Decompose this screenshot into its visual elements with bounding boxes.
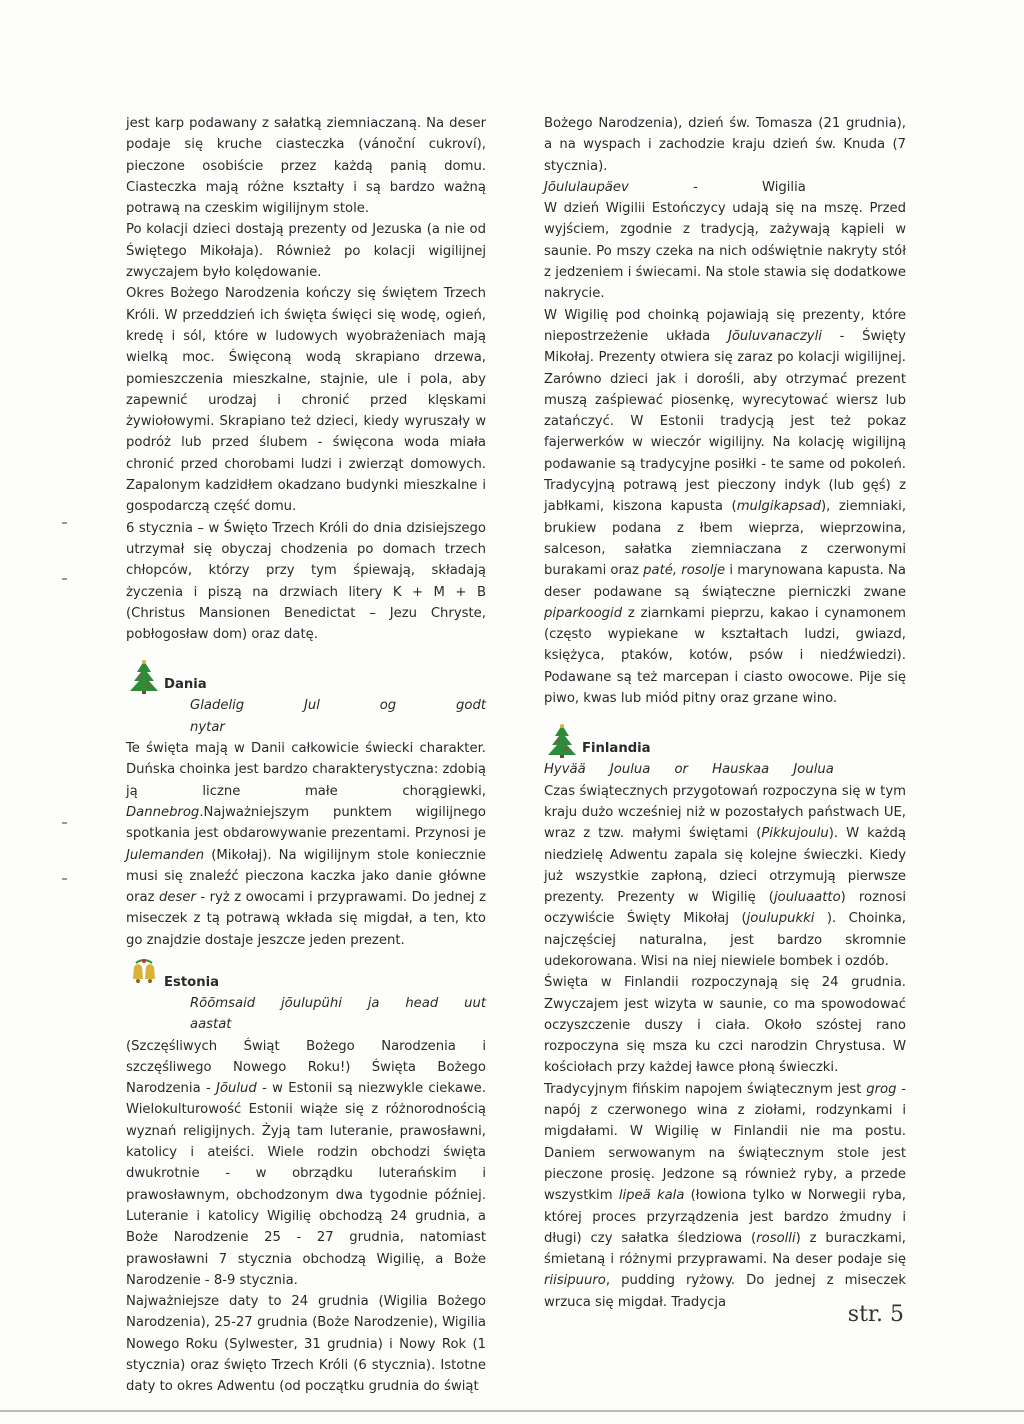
text: ) roznosi oczywiście Święty Mikołaj ( (544, 890, 907, 927)
christmas-tree-icon (126, 659, 162, 695)
section-heading-estonia (126, 953, 486, 993)
text: Tradycyjnym fińskim napojem świątecznym jest (544, 1081, 867, 1097)
scan-mark (62, 522, 67, 524)
text-italic: grog (866, 1081, 897, 1097)
text: (Szczęśliwych Świąt Bożego Narodzenia i szczęśliwego Nowego Roku!) Święta Bożego Narodzenia - (126, 1038, 486, 1097)
estonia-greeting: Rõõmsaid jõulupühi ja head uut aastat (190, 995, 486, 1033)
finlandia-greeting: Hyvää Joulua or Hauskaa Joulua (544, 762, 834, 778)
heading-text: Estonia (164, 974, 220, 990)
finlandia-paragraph-3 (544, 1079, 906, 1313)
scan-bottom-edge (0, 1410, 1024, 1412)
section-heading-dania (126, 655, 486, 695)
scan-mark (62, 822, 67, 824)
czech-paragraph-2: Po kolacji dzieci dostają prezenty od Jezuska (a nie od Świętego Mikołaja). Również po kolacji wigilijnej zwyczajem było kolędowanie. (126, 222, 486, 281)
text-italic: Julemanden (126, 847, 205, 863)
scan-mark (62, 878, 67, 880)
christmas-tree-icon (544, 723, 580, 759)
text-italic: piparkoogid (544, 605, 623, 621)
text: - Wigilia (628, 179, 806, 195)
finlandia-paragraph-2: Święta w Finlandii rozpoczynają się 24 grudnia. Zwyczajem jest wizyta w saunie, co ma spowodować oczyszczenie duszy i ciała. Około szóstej rano rozpoczyna się msza ku czci narodzin Chrystusa. W kościołach przy każdej ławce płoną świeczki. (544, 975, 906, 1076)
text-italic: Jõululaupäev (544, 179, 629, 195)
text: , pudding ryżowy. Do jednej z miseczek wrzuca się migdał. Tradycja (544, 1273, 906, 1310)
text-italic: mulgikapsad (736, 499, 822, 515)
text: .Najważniejszym punktem wigilijnego spotkania jest obdarowywanie prezentami. Przynosi je (126, 804, 486, 842)
text-italic: joulupukki (746, 911, 815, 927)
text: Czas świątecznych przygotowań rozpoczyna się w tym kraju dużo wcześniej niż w pozostałych państwach UE, wraz z tzw. małymi świętami ( (544, 783, 906, 842)
heading-text: Dania (164, 677, 207, 693)
text-italic: Dannebrog (126, 804, 200, 820)
text: - ryż z owocami i przyprawami. Do jednej z miseczek z tą potrawą wkłada się migdał, a ten, kto go znajdzie dostaje jeszcze jeden prezent. (126, 890, 486, 948)
text: ). W każdą niedzielę Adwentu zapala się kolejne świeczki. Kiedy już wszystkie zapłoną, dzieci otrzymują pierwsze prezenty. Prezenty w Wigilię ( (544, 826, 906, 906)
estonia-cont-paragraph-3 (544, 305, 906, 710)
text-italic: riisipuuro (544, 1273, 606, 1289)
text-italic: paté, rosolje (643, 563, 726, 579)
text-italic: lipeä kala (618, 1188, 685, 1204)
czech-paragraph-3: Okres Bożego Narodzenia kończy się świętem Trzech Króli. W przeddzień ich święta święci się wodę, ogień, kredę i sól, które w ludowych wyobrażeniach mają wielką moc. Święconą wodą skrapiano drzewa, pomieszczenia mieszkalne, stajnie, ule i pola, aby zapewnić urodzaj i chronić przed klęskami żywiołowymi. Skrapiano też dzieci, kiedy wyruszały w podróż lub przed ślubem - święcona woda miała chronić przed chorobami ludzi i zwierząt domowych. Zapalonym kadzidłem okadzano budynki mieszkalne i gospodarczą część domu. (126, 286, 486, 515)
text: - napój z czerwonego wina z ziołami, rodzynkami i migdałami. W Wigilię w Finlandii nie ma postu. Daniem serwowanym na świątecznym stole jest pieczone prosię. Jedzone są również ryby, a przede wszystkim (544, 1081, 906, 1204)
page-number: str. 5 (847, 1302, 904, 1327)
estonia-paragraph-2: Najważniejsze daty to 24 grudnia (Wigilia Bożego Narodzenia), 25-27 grudnia (Boże Narodzenie), Wigilia Nowego Roku (Sylwester, 31 grudnia) i Nowy Rok (1 stycznia) oraz święto Trzech Króli (6 stycznia). Istotne daty to okres Adwentu (od początku grudnia do świąt (126, 1294, 486, 1395)
text-italic: jouluaatto (773, 890, 841, 906)
left-column (126, 113, 486, 1398)
estonia-paragraph-1 (126, 1036, 486, 1292)
text-italic: Pikkujoulu (761, 826, 829, 842)
dania-greeting: Gladelig Jul og godt nytar (190, 698, 486, 735)
text: ), ziemniaki, brukiew podana z łbem wieprza, wieprzowina, salceson, sałatka ziemniaczana z czerwonymi burakami oraz (544, 499, 907, 579)
estonia-cont-paragraph-1: Bożego Narodzenia), dzień św. Tomasza (21 grudnia), a na wyspach i zachodzie kraju dzień św. Knuda (7 stycznia). (544, 116, 906, 174)
finlandia-paragraph-1 (544, 781, 906, 973)
section-heading-finlandia (544, 719, 906, 759)
czech-paragraph-1: jest karp podawany z sałatką ziemniaczaną. Na deser podaje się kruche ciasteczka (vánoční cukroví), pieczone osobiście przez każdą panią domu. Ciasteczka mają różne kształty i są bardzo ważną potrawą na czeskim wigilijnym stole. (126, 116, 486, 217)
estonia-term-line (544, 177, 906, 198)
scan-mark (62, 578, 67, 580)
dania-paragraph (126, 738, 486, 951)
text: - Święty Mikołaj. Prezenty otwiera się zaraz po kolacji wigilijnej. Zarówno dzieci jak i dorośli, aby otrzymać prezent muszą zaśpiewać piosenkę, wyrecytować wiersz lub zatańczyć. W Estonii tradycją jest też pokaz fajerwerków w wieczór wigilijny. Na kolację wigilijną podawanie są tradycyjne posiłki - te same od pokoleń. Tradycyjną potrawą jest pieczony indyk (lub gęś) z jabłkami, kiszona kapusta ( (544, 328, 906, 515)
czech-paragraph-4: 6 stycznia – w Święto Trzech Króli do dnia dzisiejszego utrzymał się obyczaj chodzenia po domach trzech chłopców, którzy przy tym śpiewają, składają życzenia i piszą na drzwiach litery K + M + B (Christus Mansionen Benedictat – Jezu Chryste, pobłogosław dom) oraz datę. (126, 520, 486, 643)
text: ) z buraczkami, śmietaną i różnymi przyprawami. Na deser podaje się (544, 1230, 907, 1268)
text: ). Choinka, najczęściej naturalna, jest bardzo skromnie udekorowana. Wisi na niej niewiele bombek i ozdób. (544, 911, 906, 969)
text-italic: deser (159, 890, 196, 906)
text: (Mikołaj). Na wigilijnym stole koniecznie musi się znaleźć pieczona kaczka jako danie główne oraz (126, 847, 486, 906)
text: i marynowana kapusta. Na deser podawane są świąteczne pierniczki zwane (544, 563, 907, 600)
right-column (544, 113, 906, 1313)
text-italic: rosolli (756, 1230, 796, 1246)
text: Te święta mają w Danii całkowicie świecki charakter. Duńska choinka jest bardzo charakterystyczna: zdobią ją liczne małe chorągiewki, (126, 741, 486, 799)
text: z ziarnkami pieprzu, kakao i cynamonem (często wypiekane w kształtach ludzi, gwiazd, księżyca, ptaków, kotów, psów i niedźwiedzi). Podawane są też marcepan i ciasto owocowe. Pije się piwo, kwas lub miód pitny oraz grzane wino. (544, 605, 906, 707)
text: - w Estonii są niezwykle ciekawe. Wielokulturowość Estonii wiąże się z różnorodnością wyznań religijnych. Żyją tam luteranie, prawosławni, katolicy i ateiści. Wiele rodzin obchodzi święta dwukrotnie - w obrządku luterańskim i prawosławnym, obchodzonym dwa tygodnie później. Luteranie i katolicy Wigilię obchodzą 24 grudnia, a Boże Narodzenie 25 - 27 grudnia, natomiast prawosławni 7 stycznia obchodzą Wigilię, a Boże Narodzenie - 8-9 stycznia. (126, 1081, 486, 1288)
text: (łowiona tylko w Norwegii ryba, której proces przyrządzenia jest bardzo żmudny i długi) czy sałatka śledziowa ( (544, 1188, 906, 1246)
text: W Wigilię pod choinką pojawiają się prezenty, które niepostrzeżenie układa (544, 307, 906, 344)
heading-text: Finlandia (582, 741, 651, 757)
text-italic: Jõuluvanaczyli (727, 328, 822, 344)
estonia-cont-paragraph-2: W dzień Wigilii Estończycy udają się na mszę. Przed wyjściem, zgodnie z tradycją, zażywają kąpieli w saunie. Po mszy czeka na nich odświętnie nakryty stół z jedzeniem i świecami. Na stole stawia się dodatkowe nakrycie. (544, 201, 906, 302)
text-italic: Jõulud (216, 1081, 257, 1097)
bells-icon (126, 957, 162, 993)
